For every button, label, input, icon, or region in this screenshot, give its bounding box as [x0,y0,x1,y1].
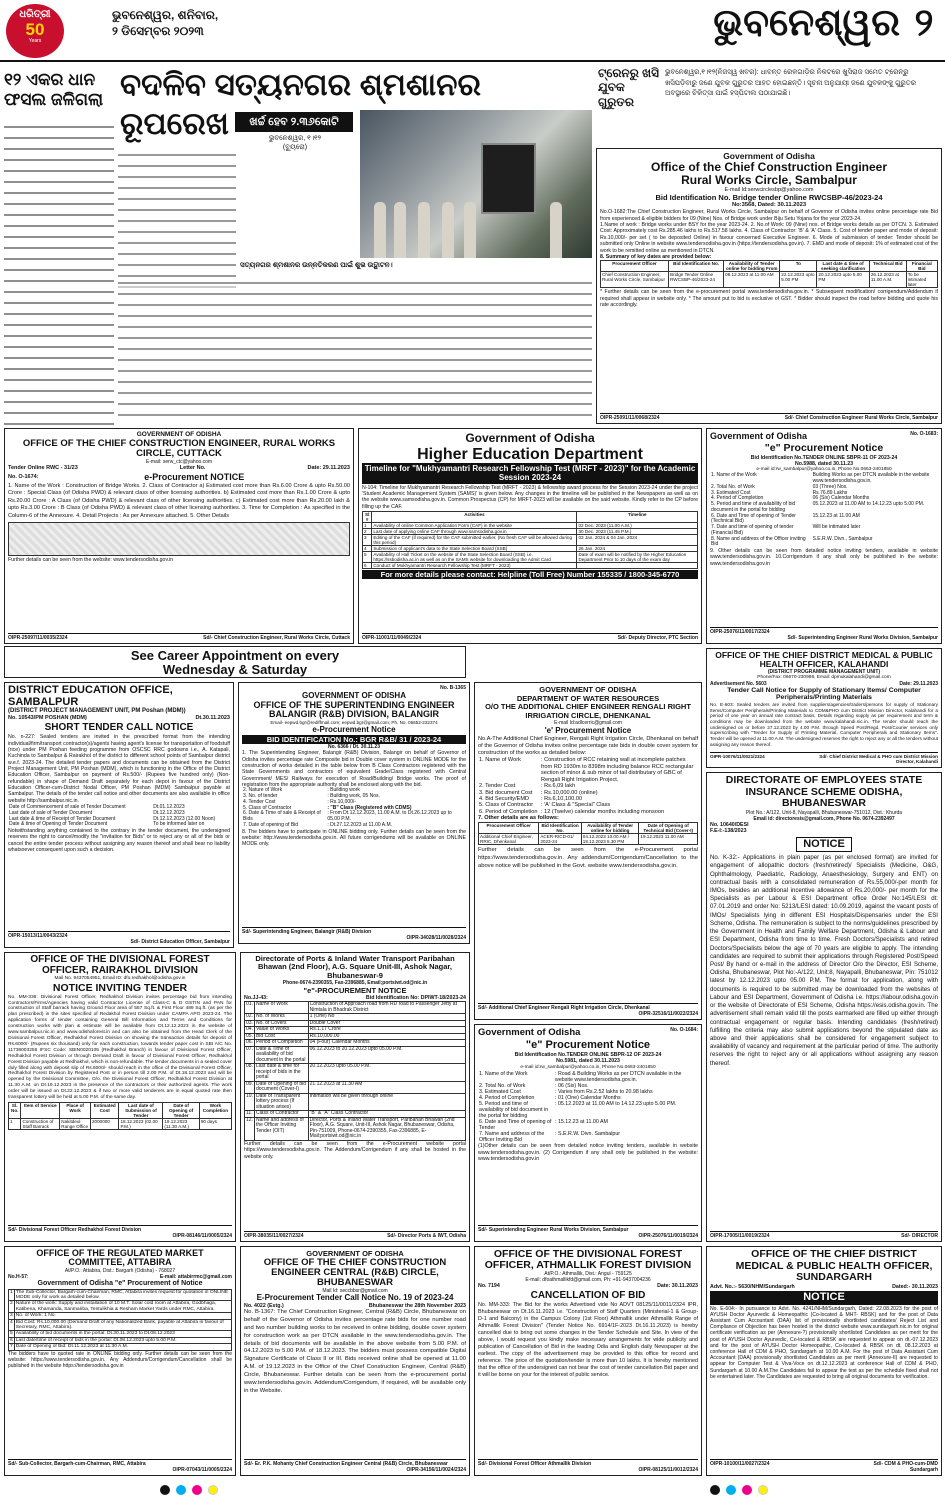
work-schedule-table: Sl. No. Item of Service Place of Work Estimated Cost Last date of Submission of Tender Date of Opening of Tender Work Completion 1 Construction of Staff Barrack Nakitdeul Range Office 2000000 18.12.2023 (02.00 P.M.) 19.12.2023 (11.30 A.M.) 90 days [8,1102,232,1130]
mrft-timeline-table: Sl # Activities Timeline 1 Availability of online Common Application Form (CAF) in the website 02 Dec. 2023 (11.00 A.M.) 2 Last date of applying online CAF through www.samsodisha.gov.in 30 Dec. 2023 (11.45 P.M.) 3 Editing of the CAF (if required) for the CAF submitted earlier. (No fresh CAF will be allowed during this period) 03 Jan. 2024 & 04 Jan. 2024 4 Submission of applicant's data to the State Selection Board (SSB) 26 Jan. 2024 5 Availability of Hall Ticket on the website of the State Selection Board (SSB) i.e. https://ssbodisha.ac.in as well as on the SAMS website for downloading the Admit Card Date of exam will be notified by the Higher Education Department Prior to 10 days of the exam day 6 Conduct of Mukhyamantri Research Fellowship Test (MRFT - 2023) [362,511,698,569]
dateline: ଭୁବନେଶ୍ୱର, ଶନିବାର, ୨ ଡିସେମ୍ବର ୨୦୨୩ [112,8,219,38]
page-number: ୨ [914,2,934,44]
key-dates-table: Procurement Officer Bid Identification No. Availability of Tender online for bidding From To Last date & time of seeking clarification Technical Bid Financial Bid Chief Construction Engineer, Rural Works Circle, Sambalpur Bridge Tender Online RWCSBP-46/2023-24 08.12.2023 at 11.00 AM 22.12.2023 upto 5.00 PM 20.12.2023 upto 5.00 PM 26.12.2023 at 11.00 A.M. To be intimated later [600,260,938,288]
ad-rengali-irrigation: GOVERNMENT OF ODISHA DEPARTMENT OF WATER RESOURCES O/O THE ADDITIONAL CHIEF ENGINEER RENGALI RIGHT IRRIGATION CIRCLE, DHENKANAL E-mail Id:adlcerric@gmail.com 'e' Procurement Notice No.A-The Additional Chief Engineer, Rengali Right Irrigation Circle, Dhenkanal on behalf of the Governor of Odisha invites online percentage rate bids in double cover system for construction of the works as detailed below: 1. Name of Work : Construction of RCC retaining wall at incomplete patches from RD 1930m to 8398m including balance RCC rectangular section of minor & sub minor of tail distributary of GBC of Rengali Right Irrigation Project. 2. Tender Cost : Rs.6,09 lakh 3. Bid document Cost : Rs.10,000.00 (online) 4. Bid Security/EMD : Rs.6,10,100.00 5. Class of Contractor : 'A' Class & "Special" Class 6. Period of Completion : 12 (Twelve) calendar months including monsoon 7. Other details are as follows: Procurement Officer Bid Identification No. Availability of Tender online for bidding Date of Opening of Technical Bid (Cover-I) Additional Chief Engineer, RRIC, Dhenkanal ACER-RICD-01/ 2023-24 04.12.2023 10.00 AM / 18.12.2023 5.30 PM 19.12.2023 11.00 AM Further details can be seen from the e-Procurement portal https://www.tendersodisha.gov.in. Any addendum/Corrigendum/Cancellation to the above notice will be published in the Govt. website www.tendersodisha.gov.in. Sd/- Additional Chief Engineer Rengali Right Irrigation Circle, Dhenkanal OIPR-32516/11/0022/2324 [474,682,702,1020]
masthead-rule [0,60,945,62]
registration-mark [742,1485,752,1495]
story-text-columns [118,150,236,290]
work-details-list: 1. Name of Work : Construction of RCC retaining wall at incomplete patches from RD 1930m to 8398m including balance RCC rectangular section of minor & sub minor of tail distributary of GBC of Rengali Right Irrigation Project. 2. Tender Cost : Rs.6,09 lakh 3. Bid document Cost : Rs.10,000.00 (online) 4. Bid Security/EMD : Rs.6,10,100.00 5. Class of Contractor : 'A' Class & "Special" Class 6. Period of Completion : 12 (Twelve) calendar months including monsoon [479,757,694,815]
bid-details-list: 2. Nature of Work : Building work 3. No. of tender : Building work, 05 Nos. 4. Tender Cost : Rs.10,000/- 5. Class of Contractor : "B" Class (Registered with CDMS) 6. Date & Time of sale & Receipt of Bids : From Dt.12.12.2023, 11.00 A.M. to Dt.26.12.2023 up to 05.00 P.M. 7. Date of opening of Bid : Dt.27.12.2023 at 11.00 A.M. [243,787,452,828]
story-body-text [118,278,592,422]
work-details-list: 1. Name of the Work : Road & Building Works as per DTCN available in the website www.tendersodisha.gov.in. 2. Total No. of Work : 06 (Six) Nos. 3. Estimated Cost : Varies from Rs.2.52 lakhs to 20.98 lakhs 4. Period of Completion : 01 (One) Calendar Months 5. Period and time of availability of bid document in the portal for bidding : 05.12.2023 at 11.00 AM to 14.12.23 upto 5.00 PM. 6. Date and Time of opening of Tender : 15.12.23 at 11.00 AM 7. Name and address of the Officer Inviting Bid : S.E.R.W. Divn. Sambalpur [479,1070,682,1144]
ad-higher-education: Government of Odisha Higher Education Department Timeline for "Mukhyamantri Research Fellowship Test (MRFT - 2023)" for the Academic Session 2023-24 N-104: Timeline for Mukhyamantri Research Fellowship Test (MRFT - 2023) & fellowship award process for the Session 2023-24 under the project 'Student Academic Management System (SAMS)' is given below. Any changes in the timeline will be published in the Newspapers as well as on the website www.samsodisha.gov.in. Common Prospectus (CP) for MRFT-2023 will be available on the said website. Kindly refer to the CP before filling up the CAF. Sl # Activities Timeline 1 Availability of online Common Application Form (CAF) in the website 02 Dec. 2023 (11.00 A.M.) 2 Last date of applying online CAF through www.samsodisha.gov.in 30 Dec. 2023 (11.45 P.M.) 3 Editing of the CAF (if required) for the CAF submitted earlier. (No fresh CAF will be allowed during this period) 03 Jan. 2024 & 04 Jan. 2024 4 Submission of applicant's data to the State Selection Board (SSB) 26 Jan. 2024 5 Availability of Hall Ticket on the website of the State Selection Board (SSB) i.e. https://ssbodisha.ac.in as well as on the SAMS website for downloading the Admit Card Date of exam will be notified by the Higher Education Department Prior to 10 days of the exam day 6 Conduct of Mukhyamantri Research Fellowship Test (MRFT - 2023) For more details please contact: Helpline (Toll Free) Number 155335 / 1800-345-6770 OIPR-11001/11/0049/2324 Sd/- Deputy Director, PTC Section [358,428,702,644]
tender-dates-table [8,522,350,556]
photo-caption: ସତ୍ୟନଗର ଶ୍ମଶାନର ଉନ୍ନତିକରଣ ପାଇଁ ଶୁଭ ଉଦ୍ଘାଟନ। [240,262,393,269]
notice-label: NOTICE [796,837,852,852]
main-headline: ବଦଳିବ ସତ୍ୟନଗର ଶ୍ମଶାନର ରୂପରେଖ [120,67,482,141]
ad-deo-sambalpur: DISTRICT EDUCATION OFFICE, SAMBALPUR (DISTRICT PROJECT MANAGEMENT UNIT, PM Poshan (MDM)) No. 10543/PM POSHAN (MDM) Dt.30.11.2023 SHORT TENDER CALL NOTICE No. n-227: Sealed tenders are invited in the prescribed format from the intending individual/firm/transport contractor(s)/agents having agent's license for transportation of foodstuff (rice) under PM Poshan feeding programme from OSCSC RRC godowns i.e., A. Katapali, Kuchinda to Sambalpur & Rairakhol of the district to different school points of Sambalpur district w.e.f. 2023-24. The detailed tender papers and documents can be obtained from the District Project Management Unit, PM Poshan (MDM), which is functioning in the Office of the District Education Officer, Sambalpur on payment of Rs.500/- (Rupees five hundred only) (Non-refundable) in shape of Demand Draft separately for each depot in favour of the District Education Officer-cum-District Nodal Officer, PM Poshan (MDM) Sambalpur payable at Sambalpur. The details of the tender call notice and other documents are also available in office website http://sambalpur.nic.in. Date of Commencement of sale of Tender Document Dt.01.12.2023 Last date of sale of Tender Document Dt.12.12.2023 Last date & time of Receipt of Tender Document Dt.12.12.2023 (12.00 Noon) Date & time of Opening of Tender Document To be informed later on Notwithstanding anything contained to the contrary in the tender document, the undersigned reserves the right to cancel/modify the "invitation for Bids" or to reject any or all of the bids or cancel the entire tender process without assigning any reason thereof and shall bear no liability whatsoever consequent upon such a decision. OIPR-15013/11/0043/2324 Sd/- District Education Officer, Sambalpur [4,682,234,948]
ad-rmc-attabira: OFFICE OF THE REGULATED MARKET COMMITTEE, ATTABIRA At/P.O.: Attabira, Dist.: Bargarh (Odisha) - 768027 No.H-57: E-mail: attabirrmc@gmail.com Government of Odisha "e" Procurement of Notice 1 The Sub-Collector, Bargarh-cum-Chairman, RMC, Attabira invites request for quotation in ONLINE MODE only for work as detailed below. 2 Nature of the work: Supply and installation of 10 M.T. Solar cold room at Attabira, Godbhaga, Katibena, Khamanda, Sanmariba, Tentulikhia & Resham Market Yards under RMC, Attabira. 3 No. of Work: 1 No. 4 Bid Cost: Rs.10,000.00 (Demand Draft of any Nationalized Bank, payable at Attabira in favour of Secretary, RMC, Attabira). 5 Availability of bid documents in the portal: Dt.30.11.2023 to Dt.08.12.2023 6 Last date/time of receipt of bids in the portal: Dt.08.12.2023 upto 5.00 P.M. 7 Date of Opening of Bid: Dt.11.12.2023 at 11.30 A.M. The bidders have to quoted rate in ONLINE bidding only. Further details can be seen from the website: https://www.tendersodisha.gov.in. Any Addendum/Corrigendum/Cancellation shall be published in the website https://tendersodisha.gov.in Sd/- Sub-Collector, Bargarh-cum-Chairman, RMC, Attabira OIPR-07043/11/0005/2324 [4,1246,236,1476]
ad-cce-central-circle: GOVERNMENT OF ODISHA OFFICE OF THE CHIEF CONSTRUCTION ENGINEER CENTRAL (R&B) CIRCLE, BHUBANESWAR Mail Id: seccbbsr@gmail.com E-Procurement Tender Call Notice No. 19 of 2023-24 No. 4022 (Estg.) Bhubaneswar the 28th November 2023 No. B-1367: The Chief Construction Engineer, Central (R&B) Circle, Bhubaneswar on behalf of the Governor of Odisha invites percentage rate bids for one number road and two number building works to be received in online bidding, double cover system for construction work as per DTCN available in the www.tendersodisha.gov.in. The details of bid documents will be available in the above website from 5.00 P.M. of 04.12.2023 to 5.00 P.M. of 18.12.2023. The bidders must possess compatible Digital Signature Certificate of Class II or III. Bids received online shall be opened at 11.00 A.M. of 19.12.2023 in the Office of the Chief Construction Engineer, Central (R&B) Circle, Bhubaneswar. Further details can be seen from the e-procurement portal www.tendersodisha.gov.in. Addendum/Corrigendum, if required, will be available only in the Website. Sd/- Er. P.K. Mohanty Chief Construction Engineer Central (R&B) Circle, Bhubaneswar OIPR-34156/11/0024/2324 [240,1246,470,1476]
registration-mark [192,1485,202,1495]
ad-cdmo-kalahandi: OFFICE OF THE CHIEF DISTRICT MEDICAL & PUBLIC HEALTH OFFICER, KALAHANDI (DISTRICT PROGRAMME MANAGEMENT UNIT) Phone/Fax: 06670-230998, Email: dpmukalahandi@gmail.com Advertisement No. 5603 Date: 29.11.2023 Tender Call Notice for Supply of Stationary Items/ Computer Peripherals/Printing Materials No. E-603: Sealed tenders are invited from suppliers/agencies/traders/persons for supply of Stationary Items/Computer Peripherals/Printing Materials to CDM&PHO cum District Mission Director, Kalahandi for a period of one year on annual rate contract basis. Details regarding supply as per requirement and term & conditions may be downloaded from the website www.kalahandi.nic.in. The tender should reach the undersigned on or before 27.12.2023 by 4.00 P.M. through Speed Post/Regd. Post/Courier services only superscribing with "Tender for Supply of Printing Material, Computer Peripherals and Stationary Items". Tender will be opened at 11.00 A.M. The undersigned reserves the right to reject any or all the tenders without assigning any reason thereof. OIPR-10076/11/0021/2324 Sd/- Chief District Medical & PHO cum District Mission Director, Kalahandi [706,648,942,768]
registration-mark [710,1485,720,1495]
registration-mark [160,1485,170,1495]
registration-mark [758,1485,768,1495]
ad-rw-division-sbpr11: Government of Odisha No. O-1683: "e" Procurement Notice Bid Identification No.TENDER ONLINE SBPR-11 OF 2023-24 No.5988, dated 30.11.23 e-mail id:rw_sambalpur@yahoo.co.in, Phone No.0663-2401850 1. Name of the Work Building Works as per DTCN available in the website www.tendersodisha.gov.in. 2. Total No. of Work 03 (Three) Nos. 3. Estimated Cost Rs.76.89 Lakhs 4. Period of Completion 06 (Six) Calendar Months 5. Period and time of availability of bid document in the portal for bidding 05.12.2023 at 11.00 AM to 14.12.23 upto 5.00 PM. 6. Date and Time of opening of Tender (Technical Bid) 15.12.23 at 11.00 AM 7. Date and time of opening of tender (Financial Bid) Will be intimated later 8. Name and address of the Officer inviting Bid S.E.R.W. Divn., Sambalpur 9. Other details can be seen from detailed notice inviting tenders, available in website www.tendersodisha.gov.in. 10.Corrigendum if any shall only be published in the website: www.tendersodisha.gov.in OIPR-25076/11/0017/2324 Sd/- Superintending Engineer Rural Works Division, Sambalpur [706,428,942,644]
registration-mark [176,1485,186,1495]
ad-rw-division-sbpr12: Government of Odisha No. O-1684: "e" Procurement Notice Bid Identification No.TENDER ONLINE SBPR-12 OF 2023-24 No.5981, dated 30.11.2023 e-mail id:rw_sambalpur@yahoo.co.in, Phone No.0663-2401850 1. Name of the Work : Road & Building Works as per DTCN available in the website www.tendersodisha.gov.in. 2. Total No. of Work : 06 (Six) Nos. 3. Estimated Cost : Varies from Rs.2.52 lakhs to 20.98 lakhs 4. Period of Completion : 01 (One) Calendar Months 5. Period and time of availability of bid document in the portal for bidding : 05.12.2023 at 11.00 AM to 14.12.23 upto 5.00 PM. 6. Date and Time of opening of Tender : 15.12.23 at 11.00 AM 7. Name and address of the Officer Inviting Bid : S.E.R.W. Divn. Sambalpur (1)Other details can be seen from detailed notice inviting tenders, available in website www.tendersodisha.gov.in. (2) Corrigendum if any shall only be published in the website: www.tendersodisha.gov.in Sd/- Superintending Engineer Rural Works Division, Sambalpur OIPR-25076/11/0019/2324 [474,1024,702,1242]
ad-dfo-rairakhol: OFFICE OF THE DIVISIONAL FOREST OFFICER, RAIRAKHOL DIVISION Mail No. 9437054951, Email ID: dfo.redhakhol@odisha.gov.in NOTICE INVITING TENDER No. MM-336: Divisional Forest Officer, Redhakhol Division invites percentage bid from intending Contractors/Firms/Agencies having valid Contractor License of Class-C & D GSTIN and PAN for construction of Staff barrack having Ground Floor area of 557 Sq.ft. & First Floor 489 Sq.ft. (as per the plan prescribed) in the sites specified of Redakhol Forest Division under CAMPA APO 2023-24. The application forms of tender containing General Bill Information and Terms and Conditions for construction works with plan & estimate will be available from Dt.12.12.2023 in the website of www.sambalpur.nic.in and www.odishaforest.in and can also be obtained from the Head Clerk of the Divisional Forest Officer, Redhakhol Forest Division on showing the transaction details for deposit of Rs.6000/- (Rupees six thousand) only for each construction, towards tender paper cost in SBI A/C No. 11738003256 IFSC Code: SBIN0020105 (Redhakhol Branch) in favour of Divisional Forest Officer, Redhakhol Forest Division or through Demand Draft in favour of Divisional Forest Officer, Redhakhol Forest Division payable at Redhakhol, which is non-refundable. The tender documents in a sealed cover duly filled along with deposit slip of Rs.6000/- should reach in the office of the Divisional Forest Officer, Redhakhol Forest Division by Registered Post or in person till 2.00 P.M. of Dt.18.12.2023 and will be opened by the Divisional Committee, O/o. the Divisional Forest Officer, Redhakhol Forest Division at 11.30 A.M. on Dt.19.12.2023 in the presence of the contractors or their authorized agents. The work order will be issued on Dt.22.12.2023 & if two or more valid tenderers are in equal quoted rate then transparent lottery will be held at 5.00 P.M. of the same day. Sl. No. Item of Service Place of Work Estimated Cost Last date of Submission of Tender Date of Opening of Tender Work Completion 1 Construction of Staff Barrack Nakitdeul Range Office 2000000 18.12.2023 (02.00 P.M.) 19.12.2023 (11.30 A.M.) 90 days Sd/- Divisional Forest Officer Redhakhol Forest Division OIPR-08146/11/0005/2324 [4,952,236,1242]
work-details-list: 1. Name of the Work Building Works as per DTCN available in the website www.tendersodisha.gov.in. 2. Total No. of Work 03 (Three) Nos. 3. Estimated Cost Rs.76.89 Lakhs 4. Period of Completion 06 (Six) Calendar Months 5. Period and time of availability of bid document in the portal for bidding 05.12.2023 at 11.00 AM to 14.12.23 upto 5.00 PM. 6. Date and Time of opening of Tender (Technical Bid) 15.12.23 at 11.00 AM 7. Date and time of opening of tender (Financial Bid) Will be intimated later 8. Name and address of the Officer inviting Bid S.E.R.W. Divn., Sambalpur [711,472,930,548]
side-story-text: ଭୁବନେଶ୍ୱର,୧।୧୨(ନିଜସ୍ୱ ଖବର): ଧାବନ୍ତ ରେଳଗାଡ଼ିର ନିକଟରେ ଖୁସିରାଜ ସମେତ ଟ୍ରେନ୍‌ରୁ ଖସିପଡ଼ିବାରୁ ଜଣେ ଯୁବକ ଗୁରୁତର ଆହତ ହୋଇଛନ୍ତି। ସୂଚନା ଅନୁଯାୟୀ ଜଣେ ଯୁବକଙ୍କୁ ଗୁରୁତର ଅବସ୍ଥାରେ ଚିକିତ୍ସା ପାଇଁ ହସ୍ପିଟାଲ ପଠାଯାଇଛି। [665,69,917,97]
news-photo [360,110,592,258]
cost-tag: ଖର୍ଚ୍ଚ ହେବ ୨.୩୬କୋଟି [235,112,353,132]
ad-rw-circle-sambalpur: Government of Odisha Office of the Chief Construction Engineer Rural Works Circle, Sambalpur E-mail Id:serwcirclesbp@yahoo.com Bid Identification No. Bridge tender Online RWCSBP-46/2023-24 No:3568, Dated: 30.11.2023 No.O-1682:The Chief Construction Engineer, Rural Works Circle, Sambalpur on behalf of Governor of Odisha invites online percentage rate Bid from experienced & eligible bidders for 09 (Nine) Nos. of Bridge work under Biju Setu Yojana for the year 2023-24. 1.Name of work : Bridge works under BSY for the year 2023-24. 2. No.of Work: 09 (Nine) nos. of Bridge works details as per DTCN. 3. Estimated Cost: Approximately cost Rs.285.46 lakhs to Rs.517.58 lakhs. 4. Class of Contractor: 'B' & 'A' Class. 5. Cost of tender paper and mode of deposit: Rs.10,000/- per set ( to be deposited Online) in favour concerned Executive Engineer. 6. Mode of submission of tender: Tender should be submitted only Online in website www.tendersodisha.gov.in (https://tendersodisha.gov.in). 7. EMD and mode of deposit: 1% of estimated cost of the work to be remitted online as mentioned in DTCN. 8. Summary of key dates are provided below: Procurement Officer Bid Identification No. Availability of Tender online for bidding From To Last date & time of seeking clarification Technical Bid Financial Bid Chief Construction Engineer, Rural Works Circle, Sambalpur Bridge Tender Online RWCSBP-46/2023-24 08.12.2023 at 11.00 AM 22.12.2023 upto 5.00 PM 20.12.2023 upto 5.00 PM 26.12.2023 at 11.00 A.M. To be intimated later * Further details can be seen from the e-procurement portal www.tendersodisha.gov.in. * Subsequent modification/ corrigendum/Addendum if required shall appear in website only. * The amount put to bid is exclusive of GST. * Bidder should inspect the road before bidding and quote his rate accordingly. OIPR-25091/11/0068/2324 Sd/- Chief Construction Engineer Rural Works Circle, Sambalpur [596,148,942,424]
bid-schedule-table: Procurement Officer Bid Identification No. Availability of Tender online for bidding Date of Opening of Technical Bid (Cover-I) Additional Chief Engineer, RRIC, Dhenkanal ACER-RICD-01/ 2023-24 04.12.2023 10.00 AM / 18.12.2023 5.30 PM 19.12.2023 11.00 AM [478,822,698,845]
registration-mark [726,1485,736,1495]
ad-esi-directorate: DIRECTORATE OF EMPLOYEES STATE INSURANCE SCHEME ODISHA, BHUBANESWAR Plot No.: A/122, Unit-8, Nayapalli, Bhubaneswar-751012, Dist.: Khurda Email id: directoresis@gmail.com, Phone No. 0674-2392497 No. 10640/DESI F.E-I:-138/2023 NOTICE No. K-32:- Applications in plain paper (as per enclosed format) are invited for engagement of allopathic doctors (fresh/retired)/ Specialists (Medicine, O&G, Ophthalmology, Paediatric, Radiology, Anaesthesiology, Surgery and ENT) on contractual basis with a consolidated remuneration of Rs.55,000/-per month for IMOs, besides an additional incentive allowance of Rs.20,000/- per month for the Specialists as per Labour & ESI Department office Order No:145/LESI dt: 07.01.2019 and order No: 5213/LESI dated: 10.09.2019, against the vacant posts of IMOs/ Specialists lying in different ESI Hospitals/Dispensaries under the ESI Scheme, Odisha. The remuneration is subject to the norms/guidelines prescribed by the Government in Health and Family Welfare Department, Odisha & Labour and ESI Department, Odisha from time to time. Fresh Doctors/Specialists and retired Doctors/Specialists below the age of 70 years are eligible to apply. The intending candidates are required to submit their applications through Registered Post/Speed Post/ By hand or e-mail in the address of Director O/o the Director, ESI Scheme, Odisha, Bhubaneswar, Plot No:-A/122, Unit:8, Nayapalli, Bhubaneswar, Pin: 751012 latest by 12.12.2023 upto 05.00 P.M. The format for application, along with documents is required to be submitted may be downloaded from the websites of Labour and ESI Department, Government of Odisha i.e. https://labour.odisha.gov.in or the website of Directorate of ESI Scheme, Odisha https://esis.odisha.gov.in. The advertisement shall remain valid till the posts earmarked are filled up either through contractual engagement or regular basis. Intending candidates (fresh/retired) fulfilling the criteria may also submit applications beyond the stipulated date as above and their applications shall be considered for engagement subject to availability of vacancy and requirement at the particular period of time. The authority reserves the right to reject any or all applications without assigning any reason thereof. OIPR-17005/11/0019/2324 Sd/- DIRECTOR [706,772,942,1242]
ad-cdmo-sundargarh: OFFICE OF THE CHIEF DISTRICT MEDICAL & PUBLIC HEALTH OFFICER, SUNDARGARH Advt. No.:- 5630/NHM/Sundargarh Dated:- 30.11.2023 NOTICE No. E-604:- In pursuance to Advt. No. 4241/NHM/Sundargarh, Dated: 22.08.2023 for the post of AYUSH Doctor Ayurvedic & Homeopathic (Co-located & MHT- RBSK) and for the post of Data Assistant Cum Accountant (DAA) list of provisionally shortlisted candidates/ Reject List and Compliance of Objection has been hosted in the district website www.sundargarh.nic.in for original certificate verification as per (Annexure-?) provisionally shortlisted Candidates as per merit for the post of AYUSH Doctor Ayurvedic, Co-located & RBSK are requested to appear on dt.-07.12.2023 and for the post of AYUSH Doctor Homeopathic, Co-located & RBSK on dt. 08.12.2023 at conference Hall of CDM & PHO, Sundargarh at 10.00 A.M. For the post of Data Assistant Cum Accountant (DAA) provisionally shortlisted Candidates as per merit (Annexure-II) are requested to appear for Computer Test & Viva-Voce on dt.12.12.2023 at conference Hall of CDM & PHO, Sundargarh at 10.00 A.M.The Candidates fail to appear the test as per the schedule fixed shall not be entertained later. The Candidates are requested to bring all original documents for verification. OIPR-10100/11/0027/2324 Sd/- CDM & PHO-cum-DMD Sundargarh [706,1246,942,1476]
side-news-column [4,122,114,426]
section-title: ଭୁବନେଶ୍ୱର [713,2,900,44]
career-appointment-strip: See Career Appointment on every Wednesday & Saturday [4,646,466,678]
tender-dates-list: Date of Commencement of sale of Tender Document Dt.01.12.2023 Last date of sale of Tender Document Dt.12.12.2023 Last date & time of Receipt of Tender Document Dt.12.12.2023 (12.00 Noon) Date & time of Opening of Tender Document To be informed later on [9,804,216,828]
ad-se-balangir: No. B-1365 GOVERNMENT OF ODISHA OFFICE OF THE SUPERINTENDING ENGINEER BALANGIR (R&B) DIVISION, BALANGIR Email- eepwd.bgr@rediffmail.com; eepwd.bgr@gmail.com; Ph. No. 06652-232374 e-Procurement Notice BID IDENTIFICATION No.: BGR R&B/ 31 / 2023-24 No. 6366 / Dt. 30.11.23 1. The Superintending Engineer, Balangir (R&B) Division, Balangir on behalf of Governor of Odisha invites percentage rate Composite bid in Double cover system in ONLINE MODE for the construction of works detailed in the table below from B Class Contractors registered with the State Governments and contractors of equivalent Grade/Class registered with Central Government/ MES/ Railways for execution of Road/Building/ Bridge works. The proof of registration from the appropriate authority shall be enclosed along with the bid. 2. Nature of Work : Building work 3. No. of tender : Building work, 05 Nos. 4. Tender Cost : Rs.10,000/- 5. Class of Contractor : "B" Class (Registered with CDMS) 6. Date & Time of sale & Receipt of Bids : From Dt.12.12.2023, 11.00 A.M. to Dt.26.12.2023 up to 05.00 P.M. 7. Date of opening of Bid : Dt.27.12.2023 at 11.00 A.M. 8. The bidders have to participate in ONLINE bidding only. Further details can be seen from the website: http://www.tendersodisha.gov.in. All future corrigendums will be available on ONLINE MODE only. Sd/- Superintending Engineer, Balangir (R&B) Division OIPR-34028/11/0028/2324 [238,682,470,944]
side-headline: ୧୨ ଏକର ଧାନ ଫସଲ ଜଳିଗଲା [4,70,104,110]
work-details-table: 1 The Sub-Collector, Bargarh-cum-Chairman, RMC, Attabira invites request for quotation in ONLINE MODE only for work as detailed below. 2 Nature of the work: Supply and installation of 10 M.T. Solar cold room at Attabira, Godbhaga, Katibena, Khamanda, Sanmariba, Tentulikhia & Resham Market Yards under RMC, Attabira. 3 No. of Work: 1 No. 4 Bid Cost: Rs.10,000.00 (Demand Draft of any Nationalized Bank, payable at Attabira in favour of Secretary, RMC, Attabira). 5 Availability of bid documents in the portal: Dt.30.11.2023 to Dt.08.12.2023 6 Last date/time of receipt of bids in the portal: Dt.08.12.2023 upto 5.00 P.M. 7 Date of Opening of Bid: Dt.11.12.2023 at 11.30 A.M. [8,1289,232,1351]
print-registration-strip [0,1482,945,1498]
masthead [0,0,945,62]
newspaper-logo: ଧରିତ୍ରୀ 50 Years [6,4,64,58]
foundation-plaque [481,143,537,214]
ad-ports-iwt: Directorate of Ports & Inland Water Transport Paribahan Bhawan (2nd Floor), A.G. Square Unit-III, Ashok Nagar, Bhubaneswar-9 Phone-0674-2390355, Fax-2396885, Email;portsiwt.od@nic.in "e"-PROCUREMENT NOTICE No.JJ-43: Bid Identification No: DPIWT-18/2023-24 01. Name of Work Construction of Approach road from RD road to Passenger Jetty at Nimtala in Bhadrak District 02. No. of Works 1 (One) No 03. No. of Covers Double Cover 04. Value of Works Rs.1.17 Crore 05. Bid Cost Rs.10,000.00 06. Period of Completion 04 (Four) Calendar Months 07. Date & Time of availability of bid document in the portal 06.12.2023 to 20.12.2023 upto 05.00 P.M. 08. Last date & time for receipt of bids in the portal 20.12.2023 upto 05.00 P.M. 09. Date of Opening of bid document (Cover-I) 21.12.2023 at 11.30 AM 10. Date of Transparent lottery process (If situation arises) Intimation will be given through online 11. Class of Contractor "B" & "A" Class Contractor 12. Name and address of the Officer Inviting Tender (OIT) Director, Ports & Inland Water Transport, Paribahan Bhawan (2nd Floor), A.G. Square, Unit-III, Ashok Nagar, Bhubaneswar, Odisha, Pin-751009, Phone-0674-2390355, Fax-2396885, E-Mail:portsiwt.od@nic.in Further details can be seen from the e-Procurement website portal https://www.tendersodisha.gov.in. The Addendum/Corrigendum if any shall be hosted in the website only. OIPR-38035/11/0027/2324 Sd/- Director Ports & IWT, Odisha [240,952,470,1242]
ad-rw-circle-cuttack: GOVERNMENT OF ODISHA OFFICE OF THE CHIEF CONSTRUCTION ENGINEER, RURAL WORKS CIRCLE, CUTTACK E-mail: serw_ctc@yahoo.com Tender Online RWC - 31/23 Letter No. Date: 29.11.2023 No. O-1674: e-Procurement NOTICE 1. Name of the Work : Construction of Bridge Works. 2. Class of Contractor a) Estimated cost more than Rs.6.00 Crore & upto Rs.50.00 Crore : Special Class (of Odisha PWD) & relevant class of other licensing authorities. b) Estimated cost more than Rs.1.00 Crore & upto Rs.20.00 Crore : A Class (of Odisha PWD) & relevant class of other licensing authorities. c) Estimated cost more than Rs.20.00 lakh & upto Rs.3.00 Crore : B Class (of Odisha PWD) & relevant class of other licensing authorities. 3. Time for Completion : As specified in the Column-6 of the Annexure. 4. Detail Projects : As per Annexure attached. 5. Other Details Further details can be seen from the website: www.tendersodisha.gov.in OIPR-25097/11/0035/2324 Sd/- Chief Construction Engineer, Rural Works Circle, Cuttack [4,428,354,644]
tender-details-table: 01. Name of Work Construction of Approach road from RD road to Passenger Jetty at Nimtala in Bhadrak District 02. No. of Works 1 (One) No 03. No. of Covers Double Cover 04. Value of Works Rs.1.17 Crore 05. Bid Cost Rs.10,000.00 06. Period of Completion 04 (Four) Calendar Months 07. Date & Time of availability of bid document in the portal 06.12.2023 to 20.12.2023 upto 05.00 P.M. 08. Last date & time for receipt of bids in the portal 20.12.2023 upto 05.00 P.M. 09. Date of Opening of bid document (Cover-I) 21.12.2023 at 11.30 AM 10. Date of Transparent lottery process (If situation arises) Intimation will be given through online 11. Class of Contractor "B" & "A" Class Contractor 12. Name and address of the Officer Inviting Tender (OIT) Director, Ports & Inland Water Transport, Paribahan Bhawan (2nd Floor), A.G. Square, Unit-III, Ashok Nagar, Bhubaneswar, Odisha, Pin-751009, Phone-0674-2390355, Fax-2396885, E-Mail:portsiwt.od@nic.in [244,1001,466,1141]
side-story-headline: ଟ୍ରେନରୁ ଖସି ଯୁବକ ଗୁରୁତର [598,66,659,109]
ad-dfo-athmallik: OFFICE OF THE DIVISIONAL FOREST OFFICER, ATHMALLIK FOREST DIVISION At/P.O.: Athmallik, Dist.: Angul - 759125 E-mail: dfoathmallikfd@gmail.com, Ph: +91-9437004236 No. 7194 Date: 30.11.2023 CANCELLATION OF BID No. MM-333: The Bid for the works Advertised vide No ADVT 08125/11/0011/2324 IPR, Bhubaneswar on Dt.16.11.2023 i.e. "Construction of Staff Quarters (Ministerial-1 & Group-D-1 and Balcony) in the Campus Colony (1st Floor) Athmallik under Athmallik Range of Athmallik Forest Division" (Tender Notice No. 6914/1F-2023 Dt.16.11.2023) is hereby cancelled due to bring out some changes in the Tender Schedule and Site. In view of the above, I would request you kindly make necessary arrangements for wide publicity and publication of Cancellation of Bid in the leading Odia and English daily Newspaper at the earliest. The copy of the advertisement may be provided to this office for record and reference. The price of the quotation/tender is more than 10 lakhs. It is hereby mentioned that the office of the undersigned can not bear the cost of tender cancellation Bid paper and it will be borne on your for the interest of public service. Sd/- Divisional Forest Officer Athmallik Division OIPR-08125/11/0012/2324 [474,1246,702,1476]
story-dateline: ଭୁବନେଶ୍ୱର, ୧।୧୨ (ବ୍ୟୁରୋ) [268,135,322,152]
registration-mark [208,1485,218,1495]
